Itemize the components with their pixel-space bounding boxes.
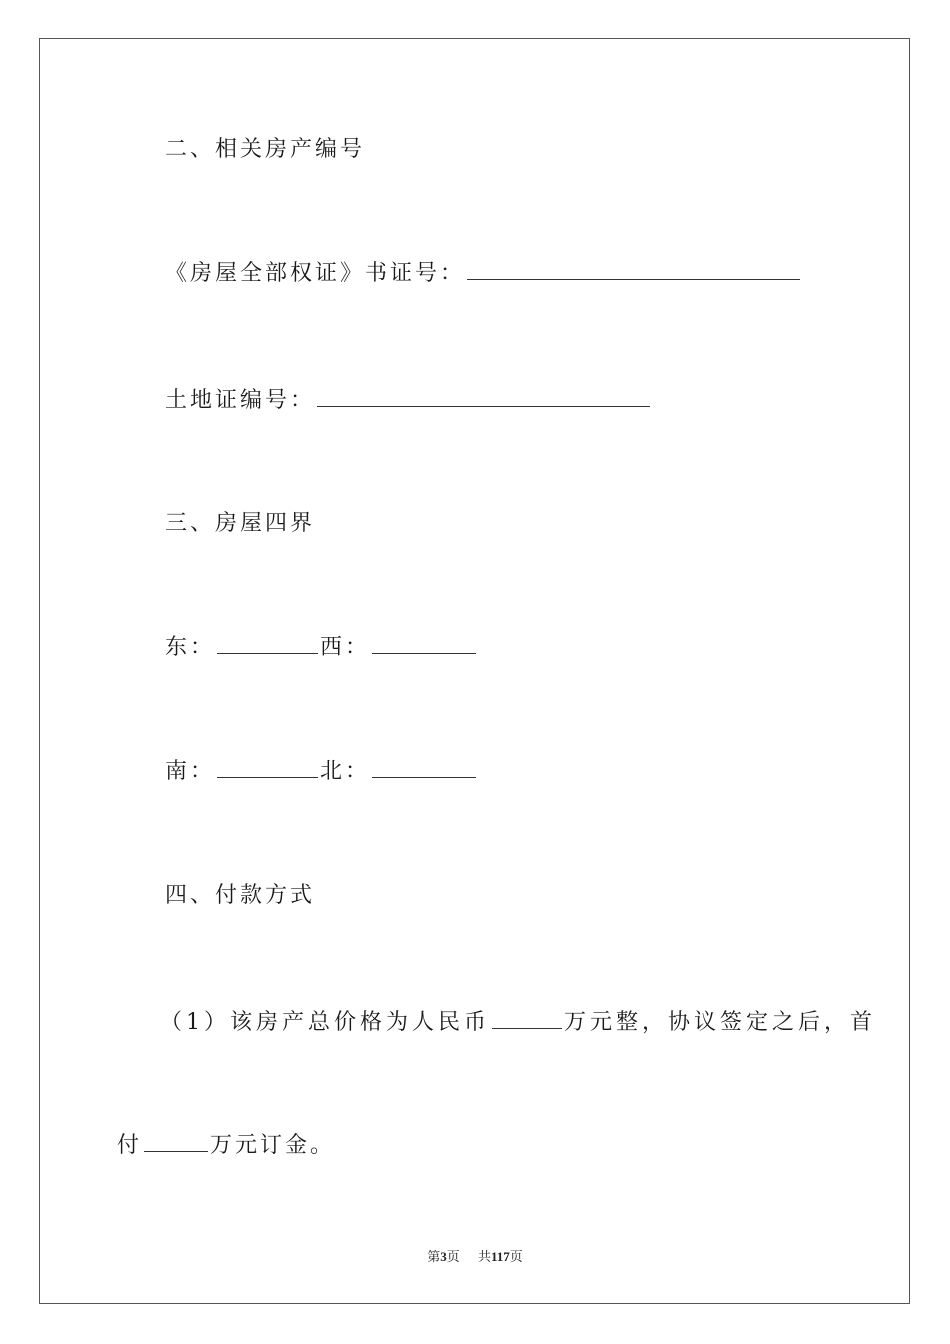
- section-3-heading: 三、房屋四界: [165, 511, 316, 536]
- footer-page-indicator: [427, 1249, 460, 1264]
- footer-total-unit: 页: [509, 1249, 523, 1264]
- payment-clause-line-2: [117, 1131, 335, 1161]
- north-blank[interactable]: [372, 757, 476, 778]
- footer-total-indicator: [478, 1249, 523, 1264]
- footer-page-unit: 页: [446, 1249, 460, 1264]
- east-blank[interactable]: [217, 633, 318, 654]
- property-cert-blank[interactable]: [467, 259, 800, 280]
- south-blank[interactable]: [217, 757, 318, 778]
- section-2-heading: 二、相关房产编号: [165, 137, 366, 162]
- property-cert-label: 《房屋全部权证》书证号：: [165, 261, 466, 286]
- footer-total-prefix: 共: [477, 1249, 491, 1264]
- property-cert-row: [165, 259, 802, 289]
- land-cert-row: [165, 386, 652, 416]
- payment-clause-line-1: [160, 1008, 876, 1038]
- payment-clause-text-3: 付: [117, 1133, 143, 1158]
- page-border: [39, 38, 910, 1304]
- footer-prefix: 第: [427, 1249, 441, 1264]
- deposit-blank[interactable]: [144, 1131, 208, 1152]
- north-label: 北：: [320, 759, 371, 784]
- land-cert-blank[interactable]: [317, 386, 650, 407]
- payment-clause-text-1: （1）该房产总价格为人民币: [160, 1010, 490, 1035]
- south-label: 南：: [165, 759, 216, 784]
- footer-total-pages: 117: [490, 1249, 510, 1264]
- east-west-row: [165, 633, 478, 663]
- payment-clause-text-2: 万元整，协议签定之后，首: [564, 1010, 877, 1035]
- total-price-blank[interactable]: [492, 1008, 562, 1029]
- south-north-row: [165, 757, 478, 787]
- west-blank[interactable]: [372, 633, 476, 654]
- footer-page-number: 3: [440, 1249, 447, 1264]
- page-footer: [0, 1246, 950, 1265]
- land-cert-label: 土地证编号：: [165, 388, 316, 413]
- section-4-heading: 四、付款方式: [165, 883, 316, 908]
- east-label: 东：: [165, 635, 216, 660]
- west-label: 西：: [320, 635, 371, 660]
- payment-clause-text-4: 万元订金。: [210, 1133, 336, 1158]
